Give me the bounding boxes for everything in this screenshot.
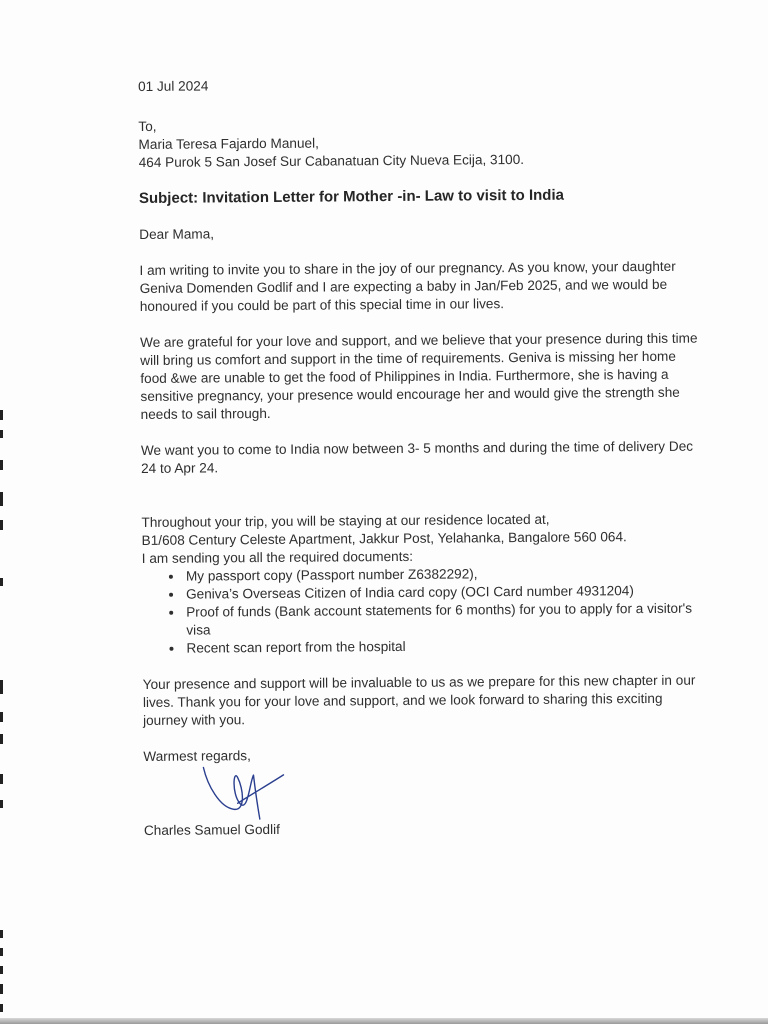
list-item: • Recent scan report from the hospital <box>184 636 702 658</box>
documents-list <box>142 564 703 658</box>
scan-artifact <box>0 930 3 938</box>
signer-name: Charles Samuel Godlif <box>143 821 280 838</box>
letter-date: 01 Jul 2024 <box>138 78 209 94</box>
scan-artifact <box>0 800 3 808</box>
recipient-address: 464 Purok 5 San Josef Sur Cabanatuan City Nueva Ecija, 3100. <box>138 151 525 170</box>
paragraph-gratitude: We are grateful for your love and support, and we believe that your presence during this time will bring us comfort and support in the time of requirements. Geniva is missing her home food &we are unable to get the food of Philippines in India. Furthermore, she is having a sensitive pregnancy, your presence would encourage her and would give the strength she needs to sail through. <box>140 330 698 422</box>
scan-artifact <box>0 984 3 994</box>
residence-address: B1/608 Century Celeste Apartment, Jakkur Post, Yelahanka, Bangalore 560 064. <box>141 529 627 548</box>
scan-bottom-edge <box>0 1018 768 1024</box>
paragraph-closing: Your presence and support will be invaluable to us as we prepare for this new chapter in our lives. Thank you for your love and support, and we look forward to sharing this exciting journey with you. <box>142 672 696 728</box>
scan-artifact <box>0 774 3 784</box>
paragraph-visit-period: We want you to come to India now between 3- 5 months and during the time of delivery Dec 24 to Apr 24. <box>140 438 694 476</box>
scan-artifact <box>0 1004 3 1012</box>
scan-artifact <box>0 734 3 744</box>
scan-artifact <box>0 966 3 974</box>
scan-artifact <box>0 712 3 722</box>
closing-line: Warmest regards, <box>143 748 251 764</box>
scan-artifact <box>0 520 3 530</box>
recipient-block <box>138 114 698 172</box>
scan-artifact <box>0 680 3 694</box>
residence-intro: Throughout your trip, you will be staying at our residence located at, <box>141 511 550 530</box>
scan-artifact <box>0 578 3 586</box>
scan-artifact <box>0 948 3 956</box>
recipient-name: Maria Teresa Fajardo Manuel, <box>138 135 319 152</box>
to-label: To, <box>138 118 157 134</box>
list-item: • Proof of funds (Bank account statements for 6 months) for you to apply for a visitor's visa <box>184 600 702 640</box>
scan-artifact <box>0 460 3 470</box>
paragraph-residence <box>141 510 701 568</box>
scan-artifact <box>0 430 3 438</box>
handwritten-signature-icon <box>197 763 287 826</box>
scan-artifact <box>0 410 3 420</box>
letter-body <box>138 74 704 840</box>
scan-artifact <box>0 492 3 506</box>
paragraph-invitation: I am writing to invite you to share in the joy of our pregnancy. As you know, your daughter Geniva Domenden Godlif and I are expecting a baby in Jan/Feb 2025, and we would be honoured if you could be part of this special time in our lives. <box>139 258 676 314</box>
documents-intro: I am sending you all the required documents: <box>141 548 414 566</box>
list-item: • Geniva’s Overseas Citizen of India card copy (OCI Card number 4931204) <box>184 582 702 604</box>
list-item: • My passport copy (Passport number Z6382292), <box>184 564 702 586</box>
subject-line: Subject: Invitation Letter for Mother -in- Law to visit to India <box>138 186 565 207</box>
signature <box>143 766 703 822</box>
salutation: Dear Mama, <box>139 226 215 242</box>
